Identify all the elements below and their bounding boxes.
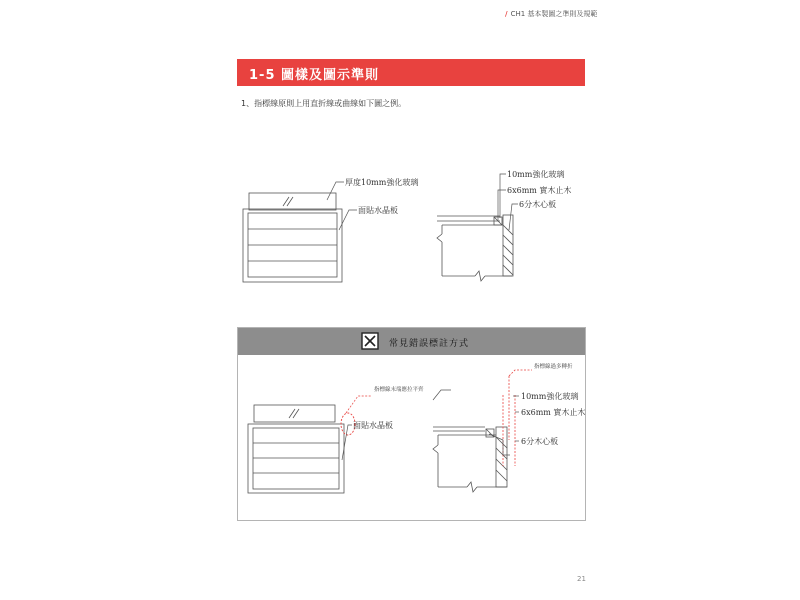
error-leader-left	[346, 396, 372, 413]
section-title: 1-5 圖樣及圖示準則	[249, 68, 380, 83]
label-10mm-glass-2: 10mm強化玻璃	[521, 392, 579, 401]
leader-lines-bottom-left	[342, 425, 352, 460]
note-leader-end: 指標線末端應拉平齊	[374, 387, 424, 393]
label-wood-stop: 6x6mm 實木止木	[507, 186, 572, 195]
running-header-text: CH1 基本製圖之準則及規範	[510, 10, 598, 18]
mistake-title: 常見錯誤標註方式	[389, 339, 470, 349]
cabinet-drawing-bottom	[248, 405, 344, 493]
label-crystal-panel: 面貼水晶板	[358, 206, 398, 215]
label-glass-thickness: 厚度10mm強化玻璃	[345, 178, 419, 187]
label-core-board-2: 6分木心板	[521, 437, 559, 446]
note-too-many-bends: 指標線過多轉折	[534, 364, 573, 370]
leader-lines-bottom-right	[489, 396, 519, 455]
stray-leader	[433, 390, 451, 400]
label-10mm-glass: 10mm強化玻璃	[507, 170, 565, 179]
label-core-board: 6分木心板	[519, 200, 557, 209]
page-number: 21	[577, 575, 586, 583]
label-wood-stop-2: 6x6mm 實木止木	[521, 408, 586, 417]
slash-icon: /	[505, 10, 508, 18]
instruction-text: 1、指標線原則上用直折線或曲線如下圖之例。	[241, 99, 407, 108]
label-crystal-panel-2: 面貼水晶板	[353, 421, 393, 430]
